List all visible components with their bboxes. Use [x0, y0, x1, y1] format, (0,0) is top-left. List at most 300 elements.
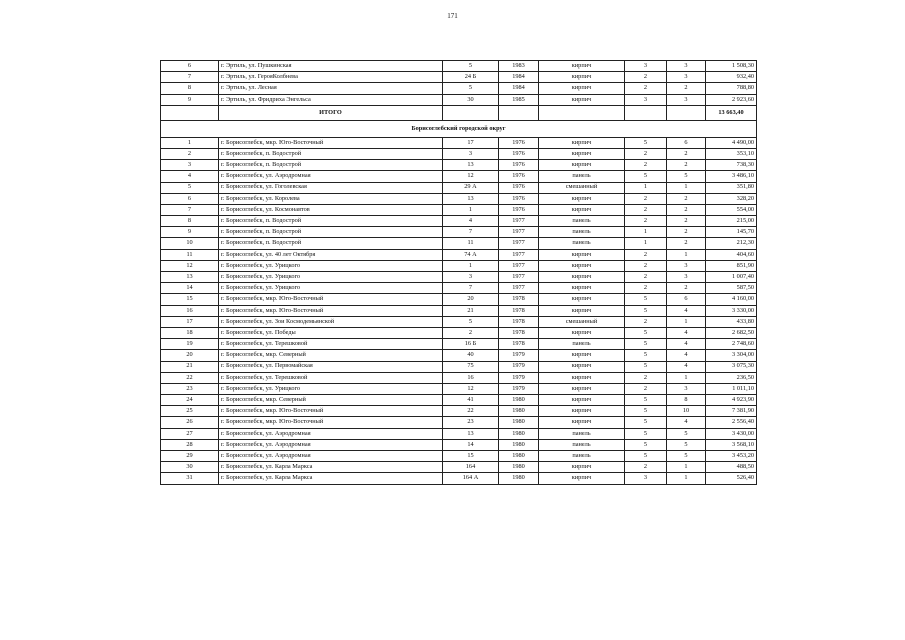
area-cell: 3 486,10: [706, 171, 757, 182]
wall-material-cell: кирпич: [539, 395, 625, 406]
floors-cell: 5: [625, 339, 667, 350]
area-cell: 328,20: [706, 193, 757, 204]
entrances-cell: 4: [667, 327, 706, 338]
row-number-cell: 13: [161, 272, 219, 283]
table-row: [161, 204, 757, 215]
year-cell: 1979: [499, 383, 539, 394]
year-cell: 1976: [499, 204, 539, 215]
year-cell: 1980: [499, 473, 539, 484]
address-cell: г. Борисоглебск, ул. Урицкого: [219, 260, 443, 271]
row-number-cell: 21: [161, 361, 219, 372]
address-cell: г. Борисоглебск, ул. Гоголевская: [219, 182, 443, 193]
table-row: [161, 305, 757, 316]
address-cell: г. Борисоглебск, мкр. Юго-Восточный: [219, 406, 443, 417]
area-cell: 3 330,00: [706, 305, 757, 316]
entrances-cell: 1: [667, 249, 706, 260]
wall-material-cell: панель: [539, 428, 625, 439]
address-cell: г. Борисоглебск, ул. Космонавтов: [219, 204, 443, 215]
wall-material-cell: смешанный: [539, 316, 625, 327]
area-cell: 145,70: [706, 227, 757, 238]
area-cell: 3 453,20: [706, 451, 757, 462]
house-number-cell: 164 А: [443, 473, 499, 484]
year-cell: 1980: [499, 406, 539, 417]
table-row: [161, 72, 757, 83]
address-cell: г. Эртиль, ул. Фридриха Энгельса: [219, 94, 443, 105]
house-number-cell: 13: [443, 160, 499, 171]
row-number-cell: 24: [161, 395, 219, 406]
address-cell: г. Борисоглебск, ул. Зои Космодемьянской: [219, 316, 443, 327]
address-cell: г. Эртиль, ул. ГерояКолбнева: [219, 72, 443, 83]
area-cell: 3 304,00: [706, 350, 757, 361]
floors-cell: 2: [625, 83, 667, 94]
table-row: [161, 383, 757, 394]
wall-material-cell: кирпич: [539, 417, 625, 428]
entrances-cell: 2: [667, 227, 706, 238]
floors-cell: 2: [625, 204, 667, 215]
floors-cell: 5: [625, 361, 667, 372]
entrances-cell: 1: [667, 372, 706, 383]
house-number-cell: 23: [443, 417, 499, 428]
row-number-cell: 9: [161, 94, 219, 105]
house-number-cell: 5: [443, 316, 499, 327]
area-cell: 932,40: [706, 72, 757, 83]
entrances-cell: 2: [667, 193, 706, 204]
wall-material-cell: кирпич: [539, 372, 625, 383]
table-row: [161, 462, 757, 473]
address-cell: г. Борисоглебск, ул. Карла Маркса: [219, 473, 443, 484]
area-cell: 433,80: [706, 316, 757, 327]
wall-material-cell: кирпич: [539, 406, 625, 417]
address-cell: г. Борисоглебск, ул. 40 лет Октября: [219, 249, 443, 260]
wall-material-cell: кирпич: [539, 361, 625, 372]
address-cell: г. Борисоглебск, п. Водострой: [219, 160, 443, 171]
address-cell: г. Эртиль, ул. Пушкинская: [219, 61, 443, 72]
total-row: [161, 105, 757, 120]
table-row: [161, 94, 757, 105]
house-number-cell: 14: [443, 439, 499, 450]
row-number-cell: 27: [161, 428, 219, 439]
year-cell: 1978: [499, 339, 539, 350]
area-cell: 215,00: [706, 216, 757, 227]
floors-cell: 2: [625, 316, 667, 327]
floors-cell: 2: [625, 372, 667, 383]
table-row: [161, 451, 757, 462]
year-cell: 1977: [499, 272, 539, 283]
area-cell: 212,30: [706, 238, 757, 249]
entrances-cell: 5: [667, 171, 706, 182]
area-cell: 4 923,90: [706, 395, 757, 406]
section-title: Борисоглебский городской округ: [161, 120, 757, 137]
floors-cell: 2: [625, 462, 667, 473]
floors-cell: 2: [625, 72, 667, 83]
wall-material-cell: кирпич: [539, 462, 625, 473]
table-row: [161, 83, 757, 94]
wall-material-cell: кирпич: [539, 137, 625, 148]
year-cell: 1978: [499, 327, 539, 338]
table-row: [161, 316, 757, 327]
table-row: [161, 473, 757, 484]
address-cell: г. Борисоглебск, мкр. Юго-Восточный: [219, 305, 443, 316]
entrances-cell: 4: [667, 417, 706, 428]
entrances-cell: 1: [667, 182, 706, 193]
area-cell: 4 490,00: [706, 137, 757, 148]
wall-material-cell: кирпич: [539, 83, 625, 94]
area-cell: 788,80: [706, 83, 757, 94]
address-cell: г. Борисоглебск, мкр. Юго-Восточный: [219, 137, 443, 148]
address-cell: г. Борисоглебск, ул. Терешковой: [219, 372, 443, 383]
total-empty-cell: [499, 105, 539, 120]
year-cell: 1980: [499, 439, 539, 450]
entrances-cell: 3: [667, 94, 706, 105]
house-number-cell: 15: [443, 451, 499, 462]
table-row: [161, 137, 757, 148]
house-number-cell: 12: [443, 171, 499, 182]
table-row: [161, 428, 757, 439]
entrances-cell: 3: [667, 61, 706, 72]
year-cell: 1977: [499, 283, 539, 294]
row-number-cell: 17: [161, 316, 219, 327]
entrances-cell: 5: [667, 451, 706, 462]
total-empty-cell: [539, 105, 625, 120]
entrances-cell: 10: [667, 406, 706, 417]
floors-cell: 3: [625, 94, 667, 105]
area-cell: 554,00: [706, 204, 757, 215]
area-cell: 236,50: [706, 372, 757, 383]
year-cell: 1980: [499, 428, 539, 439]
table-row: [161, 249, 757, 260]
entrances-cell: 3: [667, 72, 706, 83]
year-cell: 1979: [499, 372, 539, 383]
year-cell: 1976: [499, 182, 539, 193]
year-cell: 1978: [499, 294, 539, 305]
address-cell: г. Борисоглебск, ул. Аэродромная: [219, 428, 443, 439]
floors-cell: 5: [625, 428, 667, 439]
address-cell: г. Борисоглебск, мкр. Юго-Восточный: [219, 294, 443, 305]
house-number-cell: 17: [443, 137, 499, 148]
row-number-cell: 23: [161, 383, 219, 394]
floors-cell: 2: [625, 283, 667, 294]
floors-cell: 2: [625, 260, 667, 271]
area-cell: 2 748,60: [706, 339, 757, 350]
row-number-cell: 2: [161, 148, 219, 159]
house-number-cell: 5: [443, 61, 499, 72]
floors-cell: 5: [625, 395, 667, 406]
entrances-cell: 4: [667, 350, 706, 361]
total-label: ИТОГО: [219, 105, 443, 120]
wall-material-cell: кирпич: [539, 204, 625, 215]
floors-cell: 5: [625, 137, 667, 148]
address-cell: г. Борисоглебск, п. Водострой: [219, 227, 443, 238]
year-cell: 1976: [499, 137, 539, 148]
area-cell: 351,80: [706, 182, 757, 193]
house-number-cell: 7: [443, 283, 499, 294]
row-number-cell: 25: [161, 406, 219, 417]
area-cell: 3 075,30: [706, 361, 757, 372]
wall-material-cell: кирпич: [539, 148, 625, 159]
year-cell: 1976: [499, 160, 539, 171]
entrances-cell: 4: [667, 339, 706, 350]
row-number-cell: 1: [161, 137, 219, 148]
house-number-cell: 13: [443, 428, 499, 439]
area-cell: 2 556,40: [706, 417, 757, 428]
wall-material-cell: кирпич: [539, 272, 625, 283]
year-cell: 1980: [499, 451, 539, 462]
wall-material-cell: панель: [539, 451, 625, 462]
floors-cell: 5: [625, 171, 667, 182]
row-number-cell: 6: [161, 61, 219, 72]
floors-cell: 2: [625, 148, 667, 159]
table-row: [161, 193, 757, 204]
housing-registry-table: [160, 60, 757, 485]
total-empty-cell: [625, 105, 667, 120]
entrances-cell: 5: [667, 439, 706, 450]
entrances-cell: 2: [667, 148, 706, 159]
house-number-cell: 13: [443, 193, 499, 204]
entrances-cell: 4: [667, 305, 706, 316]
row-number-cell: 7: [161, 204, 219, 215]
floors-cell: 2: [625, 272, 667, 283]
row-number-cell: 30: [161, 462, 219, 473]
wall-material-cell: кирпич: [539, 294, 625, 305]
floors-cell: 5: [625, 439, 667, 450]
table-row: [161, 417, 757, 428]
row-number-cell: 5: [161, 182, 219, 193]
address-cell: г. Борисоглебск, п. Водострой: [219, 216, 443, 227]
floors-cell: 3: [625, 61, 667, 72]
address-cell: г. Борисоглебск, ул. Королева: [219, 193, 443, 204]
table-row: [161, 395, 757, 406]
address-cell: г. Борисоглебск, ул. Урицкого: [219, 272, 443, 283]
table-row: [161, 283, 757, 294]
year-cell: 1976: [499, 193, 539, 204]
year-cell: 1983: [499, 61, 539, 72]
house-number-cell: 11: [443, 238, 499, 249]
row-number-cell: 31: [161, 473, 219, 484]
address-cell: г. Борисоглебск, ул. Аэродромная: [219, 439, 443, 450]
house-number-cell: 30: [443, 94, 499, 105]
house-number-cell: 22: [443, 406, 499, 417]
floors-cell: 1: [625, 227, 667, 238]
floors-cell: 2: [625, 216, 667, 227]
wall-material-cell: панель: [539, 216, 625, 227]
address-cell: г. Борисоглебск, мкр. Северный: [219, 395, 443, 406]
area-cell: 526,40: [706, 473, 757, 484]
floors-cell: 5: [625, 350, 667, 361]
floors-cell: 2: [625, 160, 667, 171]
address-cell: г. Борисоглебск, ул. Победы: [219, 327, 443, 338]
year-cell: 1980: [499, 417, 539, 428]
wall-material-cell: кирпич: [539, 61, 625, 72]
table-row: [161, 216, 757, 227]
floors-cell: 2: [625, 193, 667, 204]
floors-cell: 5: [625, 417, 667, 428]
entrances-cell: 6: [667, 294, 706, 305]
entrances-cell: 1: [667, 316, 706, 327]
house-number-cell: 3: [443, 148, 499, 159]
table-body-top: [161, 61, 757, 106]
table-total-section: [161, 105, 757, 137]
area-cell: 7 381,90: [706, 406, 757, 417]
wall-material-cell: панель: [539, 227, 625, 238]
house-number-cell: 4: [443, 216, 499, 227]
wall-material-cell: кирпич: [539, 94, 625, 105]
area-cell: 587,50: [706, 283, 757, 294]
table-body-main: [161, 137, 757, 484]
wall-material-cell: кирпич: [539, 193, 625, 204]
row-number-cell: 14: [161, 283, 219, 294]
address-cell: г. Борисоглебск, п. Водострой: [219, 238, 443, 249]
total-value: 13 663,40: [706, 105, 757, 120]
area-cell: 738,30: [706, 160, 757, 171]
wall-material-cell: кирпич: [539, 283, 625, 294]
house-number-cell: 12: [443, 383, 499, 394]
area-cell: 1 007,40: [706, 272, 757, 283]
house-number-cell: 29 А: [443, 182, 499, 193]
row-number-cell: 6: [161, 193, 219, 204]
year-cell: 1976: [499, 171, 539, 182]
wall-material-cell: кирпич: [539, 350, 625, 361]
year-cell: 1977: [499, 238, 539, 249]
row-number-cell: 10: [161, 238, 219, 249]
house-number-cell: 164: [443, 462, 499, 473]
entrances-cell: 2: [667, 238, 706, 249]
house-number-cell: 21: [443, 305, 499, 316]
floors-cell: 2: [625, 249, 667, 260]
table-row: [161, 361, 757, 372]
area-cell: 488,50: [706, 462, 757, 473]
wall-material-cell: кирпич: [539, 72, 625, 83]
table-row: [161, 182, 757, 193]
address-cell: г. Борисоглебск, ул. Аэродромная: [219, 171, 443, 182]
row-number-cell: 15: [161, 294, 219, 305]
area-cell: 2 923,60: [706, 94, 757, 105]
house-number-cell: 2: [443, 327, 499, 338]
floors-cell: 5: [625, 327, 667, 338]
area-cell: 851,90: [706, 260, 757, 271]
year-cell: 1977: [499, 249, 539, 260]
floors-cell: 5: [625, 406, 667, 417]
year-cell: 1977: [499, 260, 539, 271]
entrances-cell: 6: [667, 137, 706, 148]
address-cell: г. Борисоглебск, ул. Урицкого: [219, 283, 443, 294]
section-header-row: [161, 120, 757, 137]
year-cell: 1977: [499, 227, 539, 238]
row-number-cell: 11: [161, 249, 219, 260]
wall-material-cell: кирпич: [539, 305, 625, 316]
area-cell: 3 430,00: [706, 428, 757, 439]
entrances-cell: 3: [667, 272, 706, 283]
address-cell: г. Эртиль, ул. Лесная: [219, 83, 443, 94]
table-row: [161, 294, 757, 305]
entrances-cell: 2: [667, 283, 706, 294]
wall-material-cell: кирпич: [539, 160, 625, 171]
wall-material-cell: кирпич: [539, 249, 625, 260]
entrances-cell: 1: [667, 473, 706, 484]
wall-material-cell: панель: [539, 339, 625, 350]
row-number-cell: 16: [161, 305, 219, 316]
row-number-cell: 22: [161, 372, 219, 383]
row-number-cell: 29: [161, 451, 219, 462]
row-number-cell: 7: [161, 72, 219, 83]
floors-cell: 5: [625, 451, 667, 462]
house-number-cell: 75: [443, 361, 499, 372]
table-row: [161, 61, 757, 72]
year-cell: 1978: [499, 305, 539, 316]
table-row: [161, 350, 757, 361]
house-number-cell: 5: [443, 83, 499, 94]
entrances-cell: 2: [667, 204, 706, 215]
table-row: [161, 160, 757, 171]
year-cell: 1977: [499, 216, 539, 227]
house-number-cell: 16 Б: [443, 339, 499, 350]
area-cell: 1 011,10: [706, 383, 757, 394]
year-cell: 1985: [499, 94, 539, 105]
row-number-cell: 26: [161, 417, 219, 428]
area-cell: 4 160,00: [706, 294, 757, 305]
table-row: [161, 227, 757, 238]
house-number-cell: 1: [443, 204, 499, 215]
house-number-cell: 3: [443, 272, 499, 283]
row-number-cell: 19: [161, 339, 219, 350]
table-row: [161, 406, 757, 417]
table-row: [161, 372, 757, 383]
entrances-cell: 5: [667, 428, 706, 439]
row-number-cell: 9: [161, 227, 219, 238]
table-row: [161, 439, 757, 450]
year-cell: 1978: [499, 316, 539, 327]
house-number-cell: 16: [443, 372, 499, 383]
address-cell: г. Борисоглебск, ул. Урицкого: [219, 383, 443, 394]
entrances-cell: 3: [667, 260, 706, 271]
address-cell: г. Борисоглебск, мкр. Юго-Восточный: [219, 417, 443, 428]
total-empty-cell: [443, 105, 499, 120]
row-number-cell: 3: [161, 160, 219, 171]
year-cell: 1979: [499, 361, 539, 372]
entrances-cell: 4: [667, 361, 706, 372]
year-cell: 1984: [499, 72, 539, 83]
wall-material-cell: смешанный: [539, 182, 625, 193]
floors-cell: 5: [625, 305, 667, 316]
entrances-cell: 2: [667, 83, 706, 94]
wall-material-cell: панель: [539, 171, 625, 182]
table-row: [161, 238, 757, 249]
year-cell: 1979: [499, 350, 539, 361]
house-number-cell: 24 Б: [443, 72, 499, 83]
entrances-cell: 3: [667, 383, 706, 394]
house-number-cell: 7: [443, 227, 499, 238]
page-number: 171: [447, 12, 458, 20]
total-empty-cell: [667, 105, 706, 120]
floors-cell: 1: [625, 238, 667, 249]
total-empty-cell: [161, 105, 219, 120]
wall-material-cell: кирпич: [539, 383, 625, 394]
entrances-cell: 2: [667, 160, 706, 171]
table-row: [161, 260, 757, 271]
wall-material-cell: кирпич: [539, 327, 625, 338]
row-number-cell: 28: [161, 439, 219, 450]
table-row: [161, 171, 757, 182]
table-row: [161, 339, 757, 350]
area-cell: 353,10: [706, 148, 757, 159]
wall-material-cell: панель: [539, 439, 625, 450]
table-row: [161, 327, 757, 338]
table-row: [161, 272, 757, 283]
floors-cell: 1: [625, 182, 667, 193]
area-cell: 1 508,30: [706, 61, 757, 72]
row-number-cell: 8: [161, 216, 219, 227]
wall-material-cell: панель: [539, 238, 625, 249]
row-number-cell: 4: [161, 171, 219, 182]
